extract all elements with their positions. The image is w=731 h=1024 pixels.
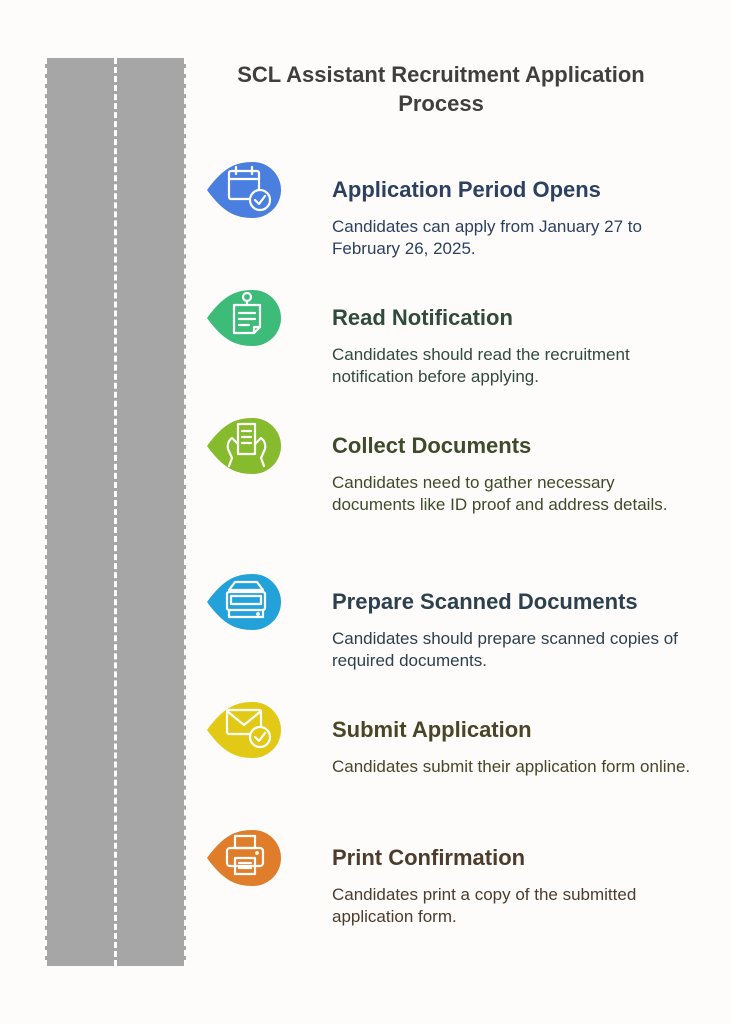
step-description: Candidates submit their application form online.	[332, 757, 691, 776]
step-description: Candidates need to gather necessary documents like ID proof and address details.	[332, 473, 668, 514]
step-description: Candidates print a copy of the submitted application form.	[332, 885, 637, 926]
road-left-edge	[45, 58, 47, 966]
step-marker	[205, 286, 285, 350]
step-marker	[205, 826, 285, 890]
road-right-edge	[184, 58, 186, 966]
step-title: Prepare Scanned Documents	[332, 589, 638, 614]
road-center-line	[114, 58, 117, 966]
step-title: Application Period Opens	[332, 177, 601, 202]
marker-shape	[207, 418, 281, 474]
step-marker	[205, 158, 285, 222]
step-marker	[205, 570, 285, 634]
road-illustration	[45, 58, 186, 966]
step-marker	[205, 698, 285, 762]
step-description: Candidates can apply from January 27 to February 26, 2025.	[332, 217, 642, 258]
page-title: SCL Assistant Recruitment Application Process	[237, 62, 645, 116]
step-title: Collect Documents	[332, 433, 532, 458]
step-title: Submit Application	[332, 717, 532, 742]
step-marker	[205, 414, 285, 478]
step-title: Read Notification	[332, 305, 513, 330]
step-title: Print Confirmation	[332, 845, 526, 870]
step-description: Candidates should prepare scanned copies of required documents.	[332, 629, 678, 670]
step-description: Candidates should read the recruitment notification before applying.	[332, 345, 630, 386]
